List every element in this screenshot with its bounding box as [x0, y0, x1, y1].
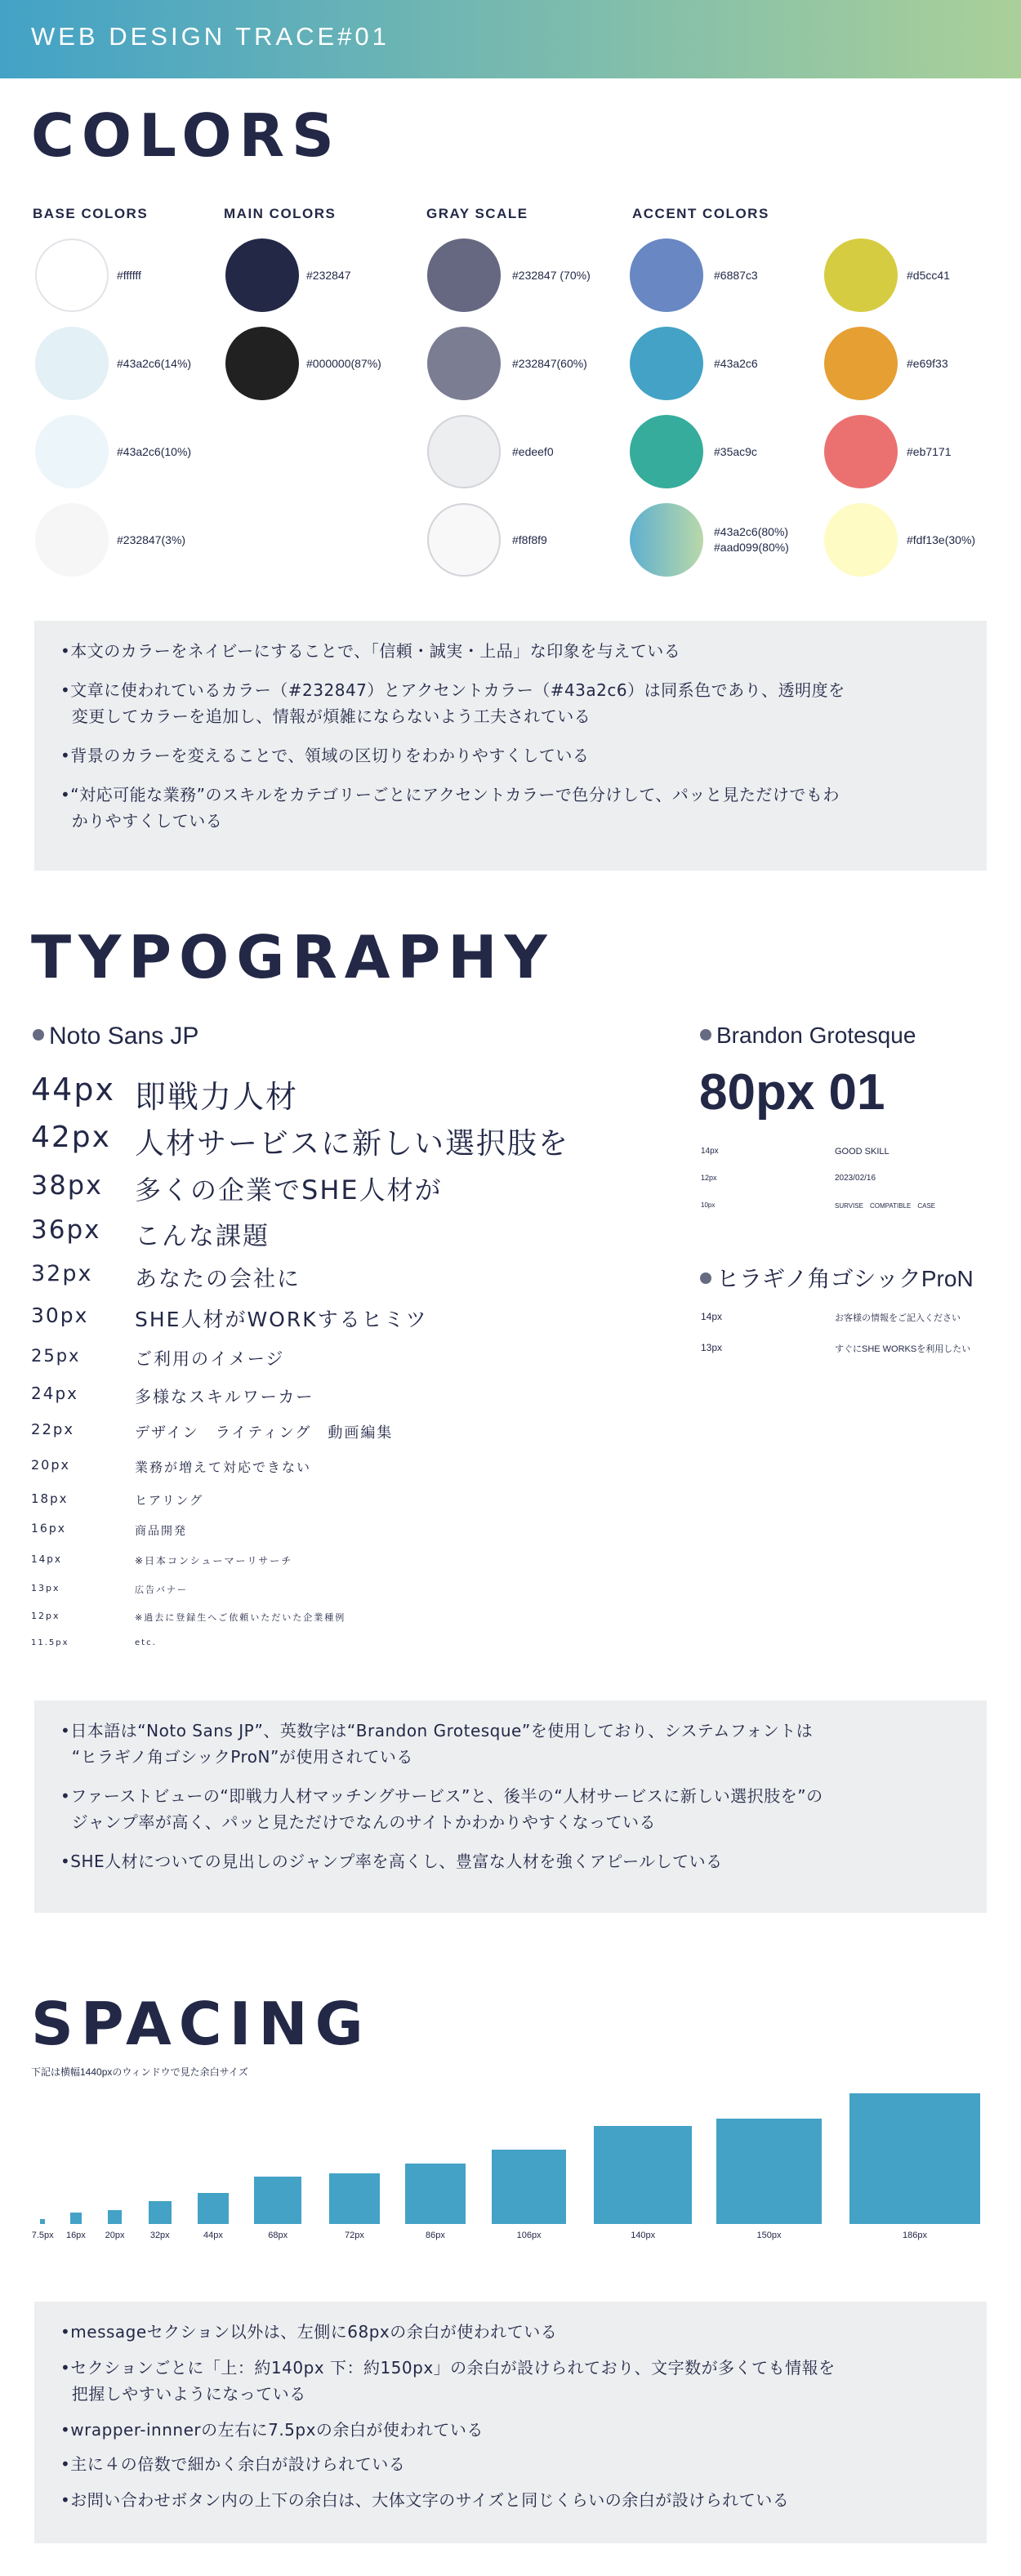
type-size: 11.5px [31, 1638, 69, 1647]
swatch-eb7171 [824, 415, 898, 488]
swatch-label: #eb7171 [907, 445, 952, 458]
spacing-heading: SPACING [31, 1990, 371, 2058]
spacing-bar-label: 186px [902, 2231, 927, 2240]
note-line: •文章に使われているカラー（#232847）とアクセントカラー（#43a2c6）は同系色であり、透明度を [60, 680, 845, 700]
swatch-e69f33 [824, 327, 898, 400]
type-sample: こんな課題 [135, 1222, 270, 1251]
spacing-bar [716, 2119, 822, 2224]
swatch-light-blue-14 [35, 327, 109, 400]
spacing-bar-label: 140px [631, 2231, 656, 2240]
swatch-label: #000000(87%) [306, 357, 381, 370]
type-size: 18px [31, 1491, 69, 1506]
swatch-label: #43a2c6(10%) [117, 445, 192, 458]
brandon-sample: SURVISE COMPATIBLE CASE [835, 1202, 936, 1210]
swatch-label: #edeef0 [512, 445, 554, 458]
swatch-label: #43a2c6(14%) [117, 357, 192, 370]
spacing-bar [149, 2201, 172, 2224]
hiragino-sample: お客様の情報をご記入ください [835, 1313, 961, 1323]
type-size: 38px [31, 1170, 103, 1201]
type-size: 32px [31, 1261, 93, 1286]
type-size: 20px [31, 1457, 70, 1473]
type-sample: 業務が増えて対応できない [135, 1460, 312, 1475]
spacing-bar-label: 44px [203, 2231, 223, 2240]
spacing-bar-label: 20px [105, 2231, 125, 2240]
type-sample: ※過去に登録生へご依頼いただいた企業種例 [135, 1612, 346, 1623]
note-line: •背景のカラーを変えることで、領域の区切りをわかりやすくしている [60, 746, 590, 765]
note-line: •主に４の倍数で細かく余白が設けられている [60, 2454, 406, 2474]
swatch-edeef0 [427, 415, 501, 488]
type-size: 44px [31, 1072, 115, 1108]
swatch-label: #6887c3 [714, 269, 758, 282]
spacing-bar [492, 2150, 566, 2224]
swatch-label: #232847(60%) [512, 357, 587, 370]
hiragino-font-heading [700, 1261, 974, 1294]
brandon-font-name: Brandon Grotesque [716, 1023, 916, 1048]
type-size: 14px [31, 1553, 62, 1565]
typography-heading: TYPOGRAPHY [31, 923, 555, 992]
swatch-gradient [630, 503, 703, 577]
note-line: 変更してカラーを追加し、情報が煩雑にならないよう工夫されている [60, 706, 591, 726]
note-line: “ヒラギノ角ゴシックProN”が使用されている [60, 1747, 413, 1767]
swatch-black-87 [225, 327, 299, 400]
spacing-bar-label: 106px [516, 2231, 542, 2240]
swatch-43a2c6 [630, 327, 703, 400]
type-sample: 広告バナー [135, 1584, 188, 1595]
swatch-f8f8f9 [427, 503, 501, 577]
type-sample: etc. [135, 1638, 157, 1647]
type-size: 25px [31, 1346, 81, 1366]
type-sample: ※日本コンシューマーリサーチ [135, 1555, 293, 1567]
brandon-size: 14px [701, 1147, 719, 1156]
gray-scale-title: GRAY SCALE [426, 206, 528, 221]
hiragino-size: 14px [701, 1311, 723, 1322]
spacing-bar [198, 2193, 229, 2224]
type-sample: 即戦力人材 [135, 1079, 299, 1115]
note-line: •セクションごとに「上：約140px 下：約150px」の余白が設けられており、文字数が多くても情報を [60, 2358, 836, 2378]
swatch-white [35, 238, 109, 312]
spacing-bar-label: 68px [268, 2231, 288, 2240]
type-sample: ご利用のイメージ [135, 1349, 285, 1369]
note-line: ジャンプ率が高く、パッと見ただけでなんのサイトかわかりやすくなっている [60, 1812, 657, 1832]
brandon-size: 10px [701, 1201, 716, 1209]
note-line: •本文のカラーをネイビーにすることで、「信頼・誠実・上品」な印象を与えている [60, 641, 681, 661]
type-size: 24px [31, 1384, 78, 1403]
type-size: 30px [31, 1304, 89, 1327]
spacing-bar [849, 2093, 980, 2224]
spacing-bar [405, 2164, 466, 2224]
swatch-fdf13e-30 [824, 503, 898, 577]
hiragino-size: 13px [701, 1342, 723, 1353]
swatch-label: #35ac9c [714, 445, 757, 458]
spacing-bar [594, 2126, 692, 2224]
spacing-bar [70, 2213, 82, 2224]
type-size: 13px [31, 1583, 60, 1593]
spacing-notes-box [34, 2302, 987, 2543]
typography-notes-box [34, 1700, 987, 1913]
type-sample: SHE人材がWORKするヒミツ [135, 1308, 428, 1331]
base-colors-title: BASE COLORS [33, 206, 149, 221]
swatch-label: #232847 [306, 269, 351, 282]
swatch-label: #fdf13e(30%) [907, 533, 976, 546]
spacing-bar-label: 150px [756, 2231, 782, 2240]
swatch-label: #ffffff [117, 269, 141, 282]
note-line: •“対応可能な業務”のスキルをカテゴリーごとにアクセントカラーで色分けして、パッと見ただけでもわ [60, 785, 840, 804]
swatch-d5cc41 [824, 238, 898, 312]
swatch-light-blue-10 [35, 415, 109, 488]
swatch-label: #232847 (70%) [512, 269, 591, 282]
type-sample: デザイン ライティング 動画編集 [135, 1424, 394, 1442]
spacing-bar-label: 72px [345, 2231, 364, 2240]
hiragino-sample: すぐにSHE WORKSを利用したい [835, 1344, 971, 1354]
bullet-dot [700, 1272, 711, 1284]
type-sample: 多様なスキルワーカー [135, 1387, 314, 1406]
colors-notes-box [34, 621, 987, 871]
swatch-label: #43a2c6 [714, 357, 758, 370]
type-sample: 多くの企業でSHE人材が [135, 1174, 443, 1206]
header-banner [0, 0, 1021, 78]
note-line: •お問い合わせボタン内の上下の余白は、大体文字のサイズと同じくらいの余白が設けられている [60, 2490, 790, 2510]
spacing-bar-label: 16px [65, 2231, 86, 2240]
spacing-bar-label: 7.5px [31, 2231, 54, 2240]
accent-colors-title: ACCENT COLORS [632, 206, 769, 221]
bullet-dot [33, 1029, 44, 1041]
swatch-label: #232847(3%) [117, 533, 186, 546]
noto-font-heading [33, 1023, 198, 1050]
brandon-sample: GOOD SKILL [835, 1147, 889, 1157]
colors-heading: COLORS [31, 101, 341, 170]
note-line: •wrapper-innnerの左右に7.5pxの余白が使われている [60, 2420, 484, 2440]
spacing-caption: 下記は横幅1440pxのウィンドウで見た余白サイズ [31, 2066, 248, 2078]
type-size: 36px [31, 1215, 101, 1245]
swatch-label: #f8f8f9 [512, 533, 547, 546]
note-line: かりやすくしている [60, 811, 223, 831]
type-size: 42px [31, 1121, 111, 1154]
brandon-font-heading [700, 1023, 916, 1049]
type-sample: 人材サービスに新しい選択肢を [135, 1127, 570, 1161]
type-size: 16px [31, 1522, 66, 1535]
spacing-bar [108, 2210, 122, 2224]
type-size: 22px [31, 1421, 74, 1438]
bullet-dot [700, 1029, 711, 1041]
swatch-35ac9c [630, 415, 703, 488]
swatch-gray-60 [427, 327, 501, 400]
header-title: WEB DESIGN TRACE#01 [31, 22, 390, 51]
swatch-navy-3 [35, 503, 109, 577]
spacing-bar [254, 2177, 301, 2224]
hiragino-font-name: ヒラギノ角ゴシックProN [716, 1266, 974, 1291]
note-line: •日本語は“Noto Sans JP”、英数字は“Brandon Grotesque”を使用しており、システムフォントは [60, 1721, 814, 1740]
type-size: 12px [31, 1611, 60, 1621]
main-colors-title: MAIN COLORS [224, 206, 337, 221]
swatch-label: #e69f33 [907, 357, 948, 370]
swatch-label: #aad099(80%) [714, 541, 789, 554]
note-line: •messageセクション以外は、左側に68pxの余白が使われている [60, 2322, 558, 2342]
type-sample: ヒアリング [135, 1493, 204, 1508]
noto-font-name: Noto Sans JP [49, 1023, 199, 1050]
swatch-navy [225, 238, 299, 312]
note-line: •SHE人材についての見出しのジャンプ率を高くし、豊富な人材を強くアピールしている [60, 1852, 723, 1871]
swatch-label: #43a2c6(80%) [714, 525, 789, 538]
spacing-bar [329, 2173, 380, 2224]
note-line: 把握しやすいようになっている [60, 2384, 306, 2404]
brandon-size: 12px [701, 1174, 717, 1182]
brandon-sample: 2023/02/16 [835, 1174, 876, 1183]
type-sample: あなたの会社に [135, 1267, 301, 1292]
spacing-bar [40, 2219, 45, 2224]
spacing-bar-label: 32px [149, 2231, 170, 2240]
swatch-label: #d5cc41 [907, 269, 950, 282]
spacing-bar-label: 86px [426, 2231, 445, 2240]
type-sample: 商品開発 [135, 1525, 187, 1538]
swatch-6887c3 [630, 238, 703, 312]
note-line: •ファーストビューの“即戦力人材マッチングサービス”と、後半の“人材サービスに新しい選択肢を”の [60, 1786, 823, 1806]
swatch-gray-70 [427, 238, 501, 312]
brandon-big-sample: 80px 01 [699, 1064, 885, 1121]
